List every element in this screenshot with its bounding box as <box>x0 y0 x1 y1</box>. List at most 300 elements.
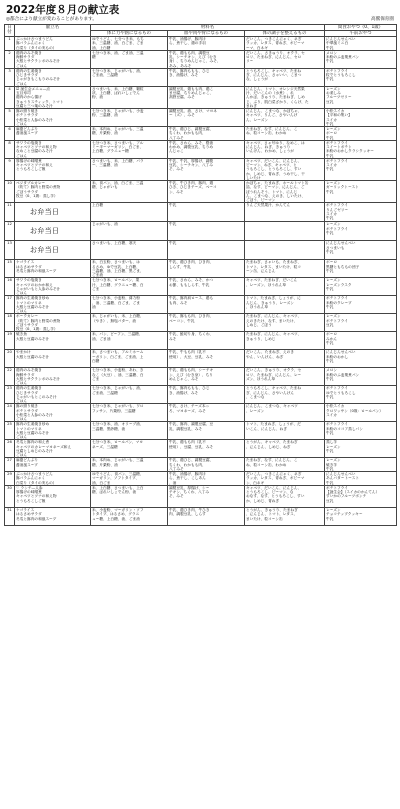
vitamin-cell <box>245 350 325 368</box>
vitamin-cell <box>245 203 325 222</box>
cell-line: んじゃこ <box>169 149 184 154</box>
protein-cell <box>168 158 245 180</box>
cell-line: いこん、にんじん、ねぎ <box>246 426 288 431</box>
cell-line: わかめ、調製豆乳、ちりめ <box>169 145 214 149</box>
day-cell: 9 <box>5 158 15 180</box>
energy-cell <box>91 181 168 203</box>
cell-line: ズン、ほうれん草 <box>246 376 276 381</box>
cell-line: ぼうれんそう、トマト、にんじ <box>246 189 298 194</box>
cell-line: ー、三温糖、油 <box>92 163 118 167</box>
cell-line: ロリ、たまねぎ、にんじん、セロ <box>246 55 302 59</box>
cell-line: 米、じゃがいも、米、上白糖、 <box>92 314 144 319</box>
energy-cell <box>91 458 168 472</box>
menu-row-18 <box>5 314 397 332</box>
cell-line: えのきたけ、なす、まいたけ、 <box>246 318 298 323</box>
cell-line: 米、さつまいも、アルミホーム <box>92 350 144 355</box>
snack-cell <box>325 296 397 314</box>
energy-cell <box>91 37 168 51</box>
vitamin-cell <box>245 386 325 404</box>
day-cell: 2 <box>5 50 15 68</box>
cell-line: 汁、上白糖、グラニュー糖、白 <box>92 282 144 287</box>
cell-line: レーズン <box>326 222 341 227</box>
protein-cell <box>168 68 245 86</box>
cell-line: 海鮮サラダ <box>16 372 35 377</box>
cell-line: ポテトサラダ <box>16 408 39 413</box>
cell-line: 牛乳、さわら、みそ、橙油 <box>169 140 214 145</box>
cell-line: 糖 <box>92 55 96 59</box>
cell-line: とうがん、キャベツ、たまねぎ <box>246 440 298 445</box>
cell-line: 七分つき米、じゃがいも、油、 <box>92 68 144 73</box>
cell-line: スイカ <box>326 211 337 216</box>
cell-line: 牛乳 <box>326 376 334 381</box>
energy-cell <box>91 203 168 222</box>
cell-line: ごま <box>92 286 100 291</box>
cell-line: 冬瓜と豚肉の和え煮 <box>16 440 50 445</box>
dish-cell <box>15 50 91 68</box>
cell-line: 大根と豆腐のみそ汁 <box>16 304 50 309</box>
cell-line: 中華風ミニ白 <box>326 41 349 46</box>
cell-line: チョコチップクッキー <box>326 512 363 517</box>
cell-line: 豚の照り焼き <box>16 404 39 409</box>
day-cell: 29 <box>5 472 15 486</box>
cell-line: 厚揚げの味噌煮 <box>16 490 42 494</box>
cell-line: き、油揚げ、みそ <box>169 390 199 395</box>
cell-line: にんじん、ねぎ、きゅうり <box>246 145 291 149</box>
cell-line: 調製豆乳、厚揚げ、シー <box>169 485 210 490</box>
cell-line: 豆乳 <box>326 498 334 503</box>
cell-line: いんげん、わかめ、しょうが <box>246 149 295 154</box>
cell-line: とうがん、きゅうり、たまねぎ <box>246 508 298 512</box>
cell-line: 汁、だいこんの（水煮）、れ <box>246 91 294 95</box>
cell-line: にんじん、こまつな、キャベツ <box>246 404 298 409</box>
cell-line: なこ（大豆）、油、三温糖、白 <box>92 372 144 377</box>
day-cell: 17 <box>5 296 15 314</box>
menu-row-4 <box>5 86 397 108</box>
cell-line: ごはん <box>16 63 28 68</box>
snack-cell <box>325 140 397 158</box>
cell-line: 牛乳、豚肉肩ロース、鶏も <box>169 296 214 301</box>
cell-line: やまかけ <box>16 350 31 355</box>
cell-line: とうもろこし、キャベツ、たまね <box>246 68 302 73</box>
protein-cell <box>168 86 245 108</box>
cell-line: じ、ぶり、肌白菜ざかり、くらげ、た <box>246 99 309 104</box>
cell-line: 米、食パン、油、白ごま、三温 <box>92 181 144 185</box>
cell-line: りんごゼリー <box>326 207 349 212</box>
cell-line: ちくわ、わかもも肉、 <box>169 131 206 136</box>
header-snack-note: 間食おやつ（0、1歳） <box>325 25 397 31</box>
menu-row-3 <box>5 68 397 86</box>
menu-row-24 <box>5 404 397 422</box>
protein-cell <box>168 508 245 526</box>
cell-line: スイカ <box>326 412 337 417</box>
dish-cell <box>15 37 91 51</box>
cell-line: 糖、ばれいしょでん粉、油 <box>92 490 137 494</box>
cell-line: 牛乳 <box>326 189 334 194</box>
cell-line: 米、本肉め、じゃがいも、三温 <box>92 458 144 463</box>
menu-row-6 <box>5 127 397 141</box>
cell-line: 豚肉の生姜焼き炒め <box>16 296 50 301</box>
cell-line: 米、パン、ビーフン、三温糖、 <box>92 332 143 337</box>
dish-cell <box>15 508 91 526</box>
snack-cell <box>325 181 397 203</box>
cell-line: きゅうり、しめじ <box>246 336 276 341</box>
cell-line: クロワッサン（0歳：ロールパン） <box>326 408 383 413</box>
cell-line: 牛乳 <box>326 268 334 273</box>
menu-row-1 <box>5 37 397 51</box>
cell-line: （吹て）豚肉と野菜の煮物 <box>16 318 61 323</box>
vitamin-cell <box>245 440 325 458</box>
cell-line: 鶏肉の生姜焼き <box>16 386 42 391</box>
dish-cell <box>15 386 91 404</box>
menu-row-10 <box>5 181 397 203</box>
cell-line: 調製豆乳、油、さけ、マヨネ <box>169 109 217 113</box>
cell-line: 牧豆（0、1歳：蒸し芋） <box>16 327 58 331</box>
snack-cell <box>325 314 397 332</box>
energy-cell <box>91 50 168 68</box>
cell-line: ミー半ーマーガリン、白ごま、 <box>92 145 144 149</box>
cell-line: にんじんせんべい <box>326 472 356 476</box>
cell-line: ね、粒コーン缶、わかめ <box>246 462 287 467</box>
cell-line: さつまいも <box>326 245 345 250</box>
cell-line: レーズン <box>326 458 341 463</box>
cell-line: 、レーズン、ほうれん草 <box>246 282 287 287</box>
cell-line: にんじんせんべい <box>326 350 356 355</box>
cell-line: すいかのフルーツポンチ <box>326 494 367 499</box>
cell-line: 牛乳 <box>326 135 334 140</box>
cell-line: じゃがいもと人参のみそ汁 <box>16 286 61 291</box>
protein-cell <box>168 314 245 332</box>
cell-line: 牛乳 <box>326 358 334 363</box>
bento-label: お弁当日 <box>30 227 60 236</box>
menu-row-15 <box>5 260 397 278</box>
cell-line: 牛乳 <box>326 448 334 453</box>
protein-cell <box>168 140 245 158</box>
cell-line: 大根とサクランボのみそ汁 <box>16 59 61 64</box>
protein-cell <box>168 127 245 141</box>
energy-cell <box>91 472 168 486</box>
cell-line: 鶏肉のみそ焼き <box>16 50 42 55</box>
cell-line: ポテトフライ <box>326 68 348 73</box>
menu-row-19 <box>5 332 397 350</box>
cell-line: 豚肉の生姜焼き炒め <box>16 422 50 427</box>
vitamin-cell <box>245 422 325 440</box>
header-green: 体の調子を整えるもの <box>245 31 325 37</box>
cell-line: しいたけ <box>246 175 261 180</box>
cell-line: たまねぎ、なす、にんじん、こ <box>246 127 298 131</box>
cell-line: さつまいも、米、上白糖、顆粒 <box>92 86 144 91</box>
cell-line: 七分つき米、じゃがいも、小麦 <box>92 109 144 113</box>
menu-row-20 <box>5 350 397 368</box>
cell-line: ん、レーズン <box>246 117 269 122</box>
energy-cell <box>91 296 168 314</box>
cell-line: ーン缶、にんじん <box>246 268 276 273</box>
protein-cell <box>168 440 245 458</box>
cell-line: キャベツとツナの和え物 <box>16 145 57 149</box>
cell-line: キャベツのカレーマヨネーズ和え <box>16 444 72 449</box>
cell-line: ☑ 誕生会メニュ―点 <box>16 86 50 91</box>
cell-line: 牛乳、鶏ひき肉、ひき肉、 <box>169 260 214 265</box>
cell-line: 牛乳、豚肉、調製豆腐、豆 <box>169 422 214 427</box>
cell-line: 七分つき米、じゃがいも、油、 <box>92 386 144 391</box>
header-yellow: 血や肉や骨になるもの <box>168 31 245 37</box>
cell-line: フッサン、片栗粉、三温糖 <box>92 408 136 413</box>
cell-line: 粉、三温糖、油 <box>92 113 118 118</box>
cell-line: レーズン <box>326 86 341 91</box>
dish-cell <box>15 350 91 368</box>
cell-line: 油 <box>92 304 96 309</box>
cell-line: 粒でとうもろこし <box>326 73 356 77</box>
cell-line: ロリ、たまねぎ、にんじん、レー <box>246 372 302 377</box>
cell-line: キャベツ、たまねぎ、だいこん <box>246 278 298 283</box>
cell-line: スイカ <box>326 163 337 167</box>
snack-cell <box>325 422 397 440</box>
cell-line: 豚バラふんにゃく <box>16 41 46 46</box>
cell-line: 牛乳 <box>326 153 334 158</box>
cell-line: 牛乳 <box>326 466 334 471</box>
cell-line: かぼちゃ、たまねぎ、ホールトマト缶 <box>246 181 309 185</box>
cell-line: にんじん、トマト、オレンジ天然果 <box>246 86 305 91</box>
cell-line: だいこん、きゅうり、オクラ、セ <box>246 368 302 373</box>
menu-body <box>5 37 397 526</box>
cell-line: ん、こまつな、えのき、しいたけ、 <box>246 193 306 198</box>
cell-line: 大根とサクランボのみそ汁 <box>16 376 61 381</box>
cell-line: 七分つき米、ロールパン、果 <box>92 278 140 283</box>
cell-line: ぎ、にんじん、さゃいい、こまつ <box>246 73 302 77</box>
cell-line: 白菜り（タイの実もの） <box>16 480 57 485</box>
bento-cell <box>15 222 91 241</box>
day-cell: 6 <box>5 127 15 141</box>
cell-line: とうもろこしご飯 <box>16 498 46 503</box>
dish-cell <box>15 68 91 86</box>
dish-cell <box>15 109 91 127</box>
cell-line: 三温糖、黒砂糖、油 <box>92 426 126 431</box>
cell-line: ごぼう、ピーマン <box>246 198 276 202</box>
energy-cell <box>91 127 168 141</box>
menu-row-29 <box>5 472 397 486</box>
protein-cell <box>168 332 245 350</box>
cell-line: ポークカレー <box>16 314 39 319</box>
cell-line: 、こまつな <box>246 394 265 399</box>
vitamin-cell <box>245 241 325 260</box>
energy-cell <box>91 350 168 368</box>
day-cell: 31 <box>5 508 15 526</box>
menu-row-11 <box>5 203 397 222</box>
cell-line: トタイプ、はるさめ、グラニ <box>92 512 140 517</box>
vitamin-cell <box>245 296 325 314</box>
energy-cell <box>91 278 168 296</box>
cell-line: とうもろこし、ピーマン、な <box>246 490 294 494</box>
cell-line: 牛乳、油揚げ、豚肉ほ <box>169 472 206 476</box>
header-day: 日付 <box>5 25 15 37</box>
bento-cell <box>15 203 91 222</box>
cell-line: 冬瓜と豚肉の和風スープ <box>16 516 57 521</box>
vitamin-cell <box>245 458 325 472</box>
protein-cell <box>168 472 245 486</box>
cell-line: 小松スイカ <box>326 109 345 113</box>
cell-line: レーズン <box>326 278 341 283</box>
cell-line: ボーロ <box>326 260 338 265</box>
cell-line: 、ほうれん草 <box>246 304 269 309</box>
cell-line: レーズン <box>326 508 341 512</box>
cell-line: ごま油、三温糖 <box>92 390 118 395</box>
cell-line: 牛乳 <box>326 167 334 172</box>
energy-cell <box>91 368 168 386</box>
snack-cell <box>325 368 397 386</box>
vitamin-cell <box>245 37 325 51</box>
cell-line: まねぎ <box>246 103 258 108</box>
cell-line: 、にんじん、しめじ、ねぎ <box>246 444 291 449</box>
cell-line: ごはん <box>16 309 28 313</box>
cell-line: にんじんせんべい <box>326 241 356 246</box>
vitamin-cell <box>245 127 325 141</box>
cell-line: 牛乳 <box>326 216 334 220</box>
cell-line: ベジタブルカレー <box>16 181 46 185</box>
cell-line: ン、えび（むき身）、ちり <box>169 372 213 377</box>
cell-line: キャベツとツナの和え物 <box>16 494 57 499</box>
snack-cell <box>325 332 397 350</box>
cell-line: ピーマン、ねぎ、キャベツ、と <box>246 163 297 167</box>
cell-line: 牛乳、豚肉ももも、ひじ <box>169 386 210 391</box>
menu-row-23 <box>5 386 397 404</box>
cell-line: 牛乳、鮭切り身、ちくわ、 <box>169 332 214 337</box>
cell-line: メロン <box>326 368 338 373</box>
cell-line: レーズンラスク <box>326 282 352 287</box>
cell-line: 八丁みそ <box>169 135 184 140</box>
cell-line: 油、白ごま <box>92 480 111 485</box>
school-name: 高鷲保育園 <box>371 17 394 22</box>
cell-line: ごま <box>92 376 100 381</box>
cell-line: ポテトフライ <box>326 158 348 163</box>
cell-line: キャベツ、だいこん、にんじん、 <box>246 485 302 490</box>
vitamin-cell <box>245 86 325 108</box>
cell-line: ろ、マヨネーズ、みそ <box>169 408 206 413</box>
vitamin-cell <box>245 181 325 203</box>
cell-line: みかん <box>326 336 338 341</box>
energy-cell <box>91 68 168 86</box>
cell-line: 米粉のココア蒸しパン <box>326 426 363 431</box>
dish-cell <box>15 181 91 203</box>
menu-row-22 <box>5 368 397 386</box>
cell-line: そ、みそ <box>169 494 184 499</box>
cell-line: 焼き芋 <box>326 462 338 467</box>
dish-cell <box>15 260 91 278</box>
cell-line: 七分つき米、ロールパン、マヨ <box>92 440 143 445</box>
cell-line: 牛乳 <box>326 121 334 126</box>
cell-line: スイートポテト <box>326 145 352 149</box>
cell-line: ケゴライス <box>16 260 35 265</box>
cell-line: 鶏肉の生姜焼き <box>16 68 42 73</box>
menu-row-25 <box>5 422 397 440</box>
cell-line: 、油、三温糖、白ごま、ごま <box>92 300 140 305</box>
day-cell: 30 <box>5 485 15 507</box>
cell-line: 豚バラふんにゃく <box>16 476 46 481</box>
protein-cell <box>168 422 245 440</box>
cell-line: にんじんせんべい <box>326 37 356 41</box>
cell-line: か、しめじ、青ねぎ、うめ干し、干 <box>246 171 305 176</box>
cell-line: ごはん <box>16 153 28 158</box>
snack-cell <box>325 68 397 86</box>
day-cell: 12 <box>5 222 15 241</box>
cell-line: 使用）、大豆、豆乳、みそ <box>169 354 214 359</box>
notice-text: ◎都合により献立が変わることがあります。 <box>6 17 97 22</box>
header-row-top <box>5 25 397 31</box>
cell-line: レーズン <box>326 314 341 319</box>
vitamin-cell <box>245 140 325 158</box>
cell-line: じゃがきもこもりのみそ汁 <box>16 77 61 82</box>
cell-line: うもろこし、とうもろこし、すい <box>246 167 302 172</box>
cell-line: ごま油 <box>92 273 104 277</box>
cell-line: ポテトサラダ <box>16 113 39 118</box>
cell-line: 豆腐としめじのみそ汁 <box>16 448 53 453</box>
snack-cell <box>325 458 397 472</box>
cell-line: お節、ももしらす、牛乳 <box>169 282 210 287</box>
cell-line: 粉、油 <box>92 95 104 100</box>
cell-line: ュー糖、上白糖、油、ごま油 <box>92 516 140 521</box>
cell-line: ネーズ、三温糖 <box>92 444 118 449</box>
cell-line: ごはん <box>16 121 28 126</box>
vitamin-cell <box>245 50 325 68</box>
vitamin-cell <box>245 260 325 278</box>
dish-cell <box>15 472 91 486</box>
cell-line: 米、本肉め、じゃがいも、三温 <box>92 127 144 131</box>
cell-line: ♡ ランチ―人参 <box>16 485 43 490</box>
cell-line: だいこん、つきこんにゃく、ネぎ <box>246 472 302 476</box>
menu-row-30 <box>5 485 397 507</box>
cell-line: リー <box>246 59 254 64</box>
cell-line: たまねぎ、にんじん、キャベツ、 <box>246 332 302 337</box>
cell-line: 海鮮サラダ <box>16 55 35 59</box>
snack-cell <box>325 508 397 526</box>
cell-line: ら、煮干し、鶏の手羽 <box>169 41 206 46</box>
menu-row-5 <box>5 109 397 127</box>
cell-line: 【誕生会】（スイカのかんてん） <box>326 490 380 494</box>
cell-line: サワラの塩焼き <box>16 278 42 283</box>
cell-line: レーズン <box>326 444 341 449</box>
snack-cell <box>325 222 397 241</box>
cell-line: ポテトフライ <box>326 386 348 391</box>
cell-line: ー（ズ）、みそ <box>169 113 195 118</box>
day-cell: 19 <box>5 332 15 350</box>
cell-line: 牛乳 <box>169 241 177 246</box>
snack-cell <box>325 440 397 458</box>
cell-line: ごはん <box>16 81 28 86</box>
day-cell: 23 <box>5 386 15 404</box>
header-snack-sub: 午前おやつ <box>325 31 397 37</box>
snack-cell <box>325 158 397 180</box>
cell-line: キャベツとツナの和え <box>16 163 53 167</box>
cell-line: 米、白玉粉、さつまいも、は <box>92 260 140 265</box>
cell-line: 米粉のおかし <box>326 354 349 359</box>
snack-cell <box>325 386 397 404</box>
cell-line: ぶっかけさつまうどん <box>16 472 53 476</box>
snack-cell <box>325 203 397 222</box>
dish-cell <box>15 140 91 158</box>
cell-line: だいこん、たまねぎ、えのき <box>246 350 295 355</box>
cell-line: ぎ、にんじん、さやいんげん <box>246 390 295 395</box>
cell-line: 大根と豆腐のみそ汁 <box>16 336 50 341</box>
cell-line: ポテトフライ <box>326 318 348 323</box>
cell-line: だいこん、つきこんにゃく、ネぎ <box>246 37 302 41</box>
cell-line: 米粉のクレープ <box>326 300 352 305</box>
cell-line: 米、上白糖、さつまいも、上白 <box>92 485 144 490</box>
snack-cell <box>325 472 397 486</box>
cell-line: だいこん、さきゅうり、オクラ、セ <box>246 50 305 55</box>
cell-line: 白菜り（タイの実もの） <box>16 45 57 50</box>
cell-line: 上白糖、グラニュー糖 <box>92 149 129 154</box>
cell-line: なめこと豆腐のみそ汁 <box>16 149 53 154</box>
cell-line: めんじゃこ、みそ <box>169 376 199 381</box>
protein-cell <box>168 296 245 314</box>
